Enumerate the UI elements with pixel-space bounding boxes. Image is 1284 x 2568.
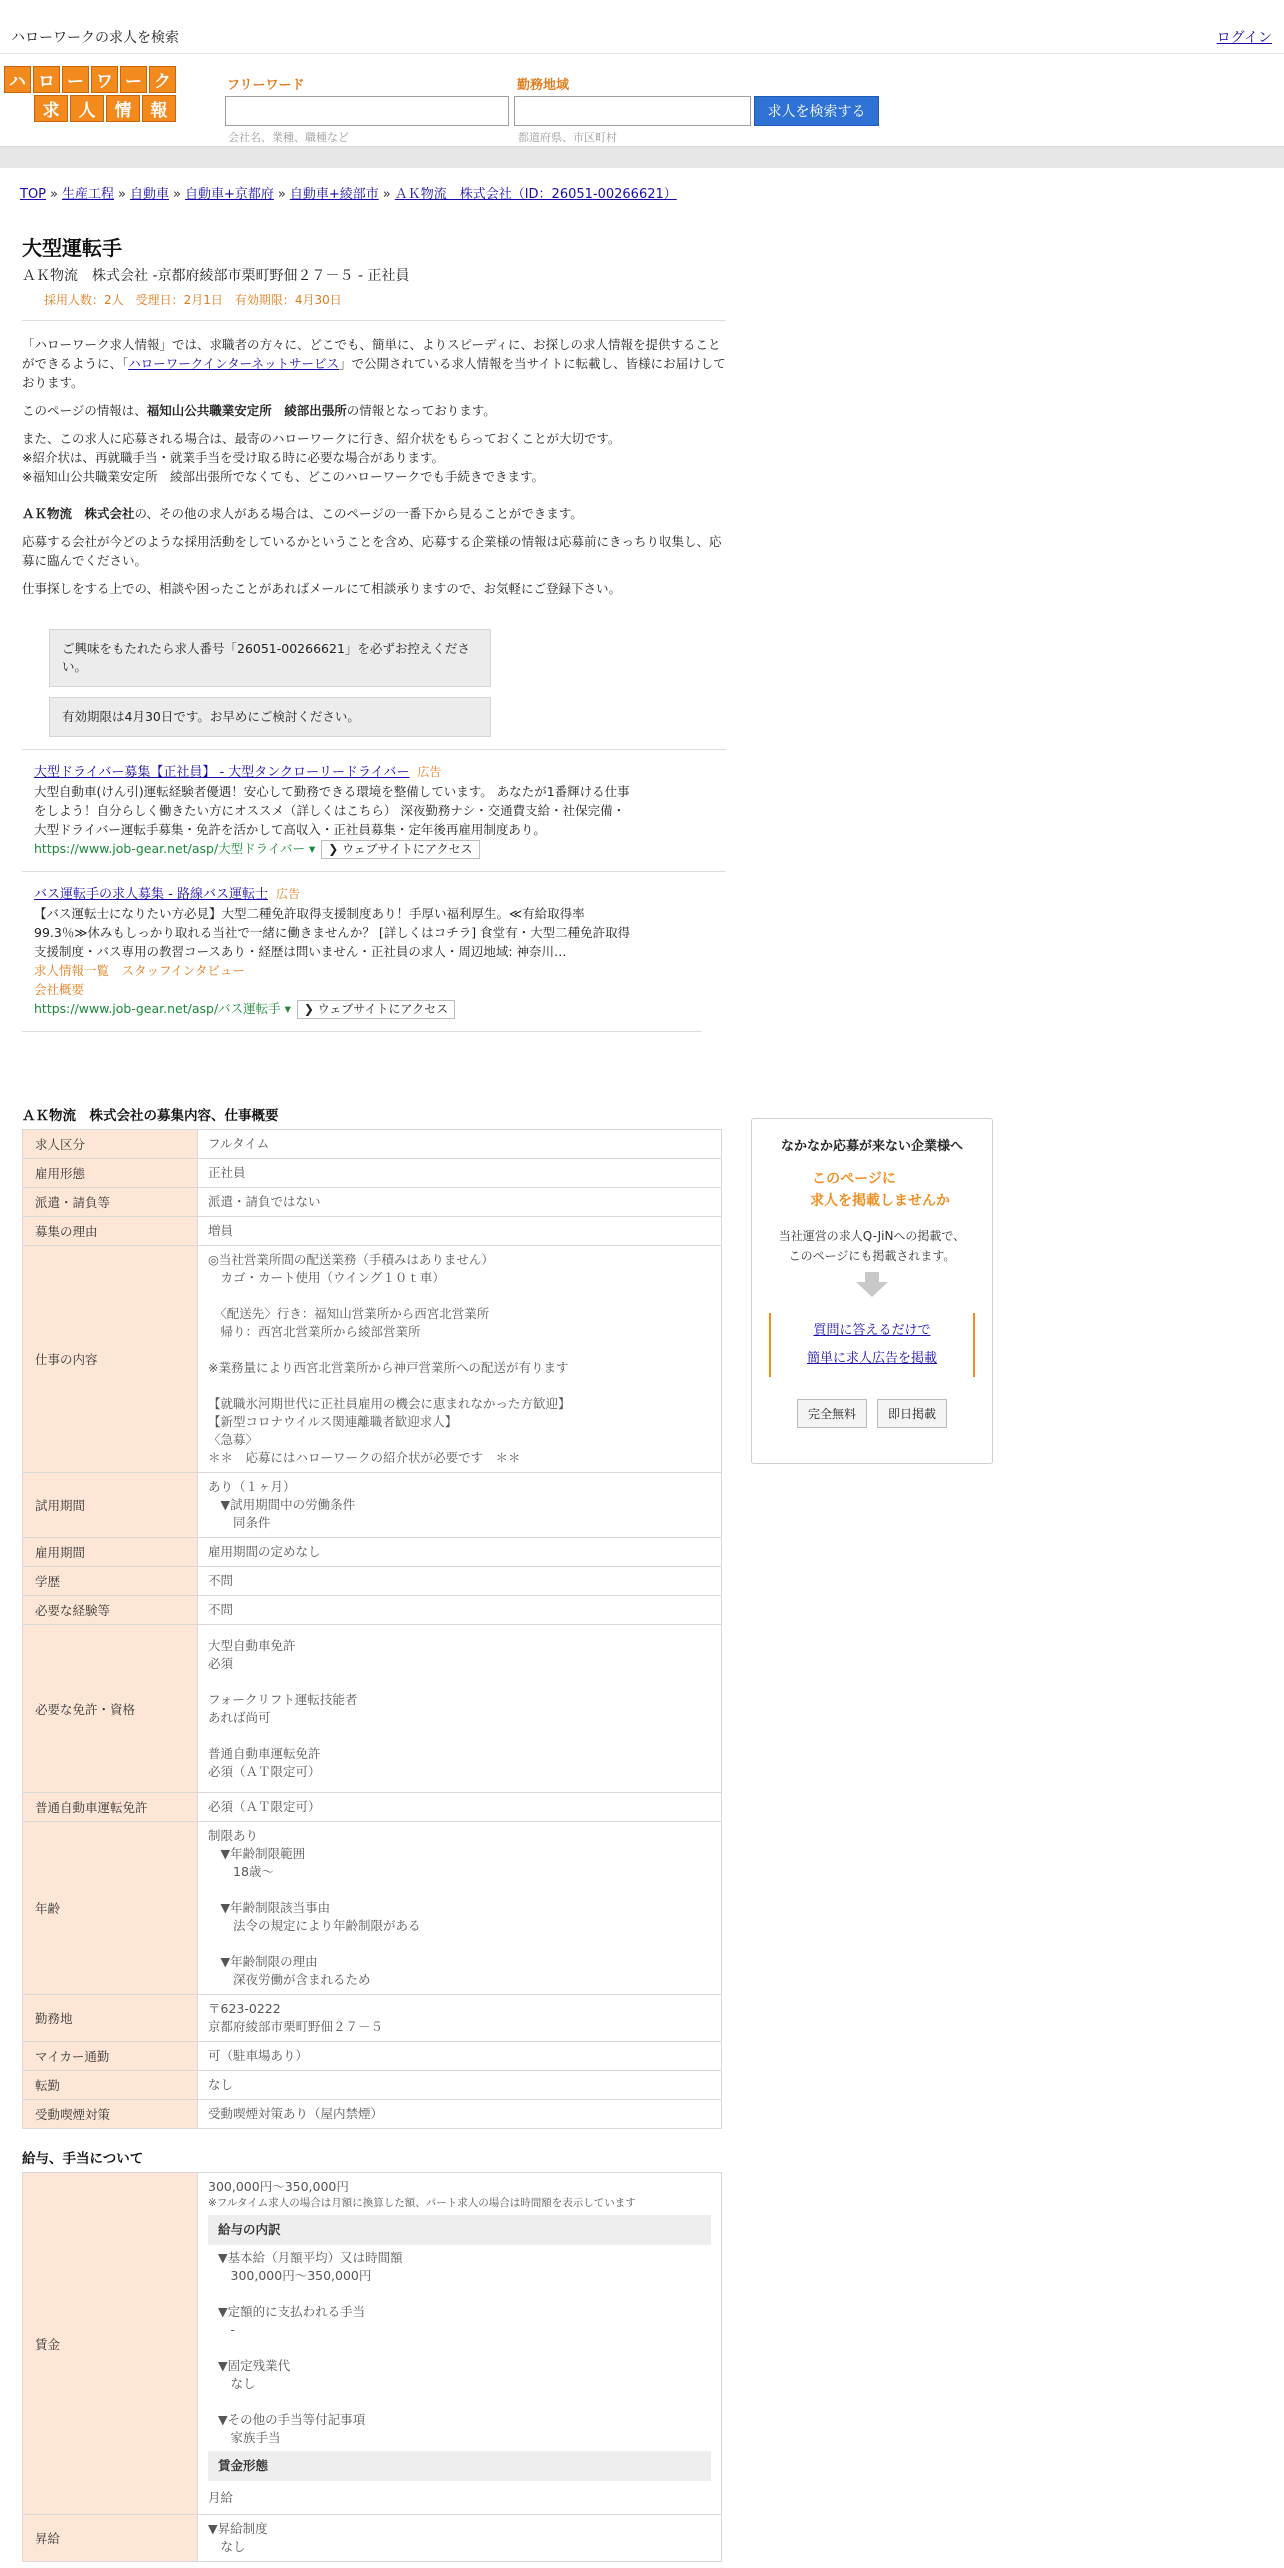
row-value (198, 2173, 722, 2515)
side-ad-desc-line: 当社運営の求人Q-JiNへの掲載で、 (778, 1229, 966, 1243)
ad-url[interactable]: https://www.job-gear.net/asp/バス運転手 (34, 1001, 281, 1016)
area-label: 勤務地域 (517, 78, 570, 93)
row-value-line: フルタイム (208, 1136, 270, 1151)
row-value (198, 1130, 722, 1159)
ad-block (34, 762, 634, 859)
row-label: マイカー通勤 (23, 2042, 198, 2071)
ad-sitelink-company[interactable]: 会社概要 (34, 982, 85, 997)
intro-text-part: このページの情報は、 (22, 403, 147, 418)
logo-char: 情 (106, 95, 140, 122)
row-label: 試用期間 (23, 1473, 198, 1538)
side-ad-buttons (752, 1399, 992, 1428)
logo-char: ク (149, 66, 176, 93)
side-ad-link[interactable]: 質問に答えるだけで (813, 1323, 931, 1338)
keyword-hint: 会社名、業種、職種など (228, 131, 349, 144)
row-value-line: 帰り：西宮北営業所から綾部営業所 (208, 1324, 421, 1339)
row-value-line: 派遣・請負ではない (208, 1194, 321, 1209)
chevron-down-icon[interactable]: ▾ (305, 841, 316, 856)
logo-char: 人 (70, 95, 104, 122)
intro-text-part: の、その他の求人がある場合は、このページの一番下から見ることができます。 (134, 506, 583, 521)
breadcrumb-sep: » (277, 187, 286, 202)
breadcrumb-sep: » (118, 187, 126, 202)
table-row (23, 1159, 722, 1188)
row-value (198, 1217, 722, 1246)
company-line: ＡＫ物流 株式会社 -京都府綾部市栗町野佃２７－５ - 正社員 (22, 268, 410, 284)
row-value-line: カゴ・カート使用（ウイング１０ｔ車） (208, 1270, 445, 1285)
row-value-line: 必須（ＡＴ限定可） (208, 1763, 321, 1779)
value-line: ▼その他の手当等付記事項 (218, 2412, 366, 2427)
row-value-line: 【新型コロナウイルス関連離職者歓迎求人】 (208, 1414, 458, 1429)
table-row (23, 1625, 722, 1793)
row-value (198, 1596, 722, 1625)
row-value-line: 〈配送先〉行き：福知山営業所から西宮北営業所 (208, 1306, 490, 1321)
intro-text (22, 335, 726, 598)
row-value-line: 深夜労働が含まれるため (208, 1972, 371, 1987)
row-value-line: あれば尚可 (208, 1709, 271, 1725)
logo-char: ー (120, 66, 147, 93)
row-label: 普通自動車運転免許 (23, 1793, 198, 1822)
header-band (0, 146, 1284, 168)
row-value (198, 1473, 722, 1538)
search-button[interactable]: 求人を検索する (754, 96, 879, 126)
logo-row-top (4, 66, 180, 93)
raise-lines (208, 2520, 711, 2556)
row-value-line: 可（駐車場あり） (208, 2048, 309, 2063)
value-line (218, 2285, 711, 2303)
free-button[interactable]: 完全無料 (797, 1399, 867, 1428)
row-value-line: 〒623-0222 (208, 2001, 281, 2016)
area-hint: 都道府県、市区町村 (518, 131, 617, 144)
intro-paragraph: 応募する会社が今どのような採用活動をしているかということを含め、応募する企業様の情報は応募前にきっちり収集し、応募に臨んでください。 (22, 534, 722, 568)
ad-url[interactable]: https://www.job-gear.net/asp/大型ドライバー (34, 841, 306, 856)
divider (22, 320, 726, 321)
keyword-input[interactable] (225, 96, 509, 126)
logo-char: ハ (4, 66, 31, 93)
area-input[interactable] (514, 96, 751, 126)
top-bar (0, 0, 1284, 54)
row-label: 雇用形態 (23, 1159, 198, 1188)
intro-paragraph (22, 429, 726, 486)
value-line: 300,000円〜350,000円 (218, 2268, 372, 2283)
logo-char: ー (62, 66, 89, 93)
row-label: 賃金 (23, 2173, 198, 2515)
same-day-button[interactable]: 即日掲載 (877, 1399, 947, 1428)
row-value-line: ※業務量により西宮北営業所から神戸営業所への配送が有ります (208, 1360, 569, 1375)
breadcrumb-automobile[interactable]: 自動車 (129, 187, 169, 202)
table-row (23, 1217, 722, 1246)
side-advertisement (751, 1118, 993, 1464)
row-value-line (208, 1673, 711, 1691)
row-value-line (208, 1287, 711, 1305)
value-line: ▼昇給制度 (208, 2521, 268, 2536)
ad-description: 【バス運転士になりたい方必見】大型二種免許取得支援制度あり！手厚い福利厚生。≪有給取得率99.3％≫休みもしっかり取れる当社で一緒に働きませんか？ [詳しくはコチラ] 食堂有・大型二種免許取得支援制度・バス専用の教習コースあり・経歴は問いません・正社員の求人・周辺地域: 神奈川… (34, 906, 631, 959)
breadcrumb-top[interactable]: TOP (20, 187, 47, 202)
side-ad-catch (752, 1168, 992, 1212)
value-line: - (218, 2322, 236, 2337)
wage-form-value: 月給 (208, 2490, 234, 2505)
spacer (22, 1044, 726, 1104)
row-value-line (208, 1727, 711, 1745)
breadcrumb-sep: » (172, 187, 181, 202)
table-row (23, 1822, 722, 1995)
arrow-down-icon (852, 1272, 892, 1298)
row-value-line: 京都府綾部市栗町野佃２７－５ (208, 2019, 384, 2034)
row-value-line (208, 1881, 711, 1899)
hellowork-internet-service-link[interactable]: ハローワークインターネットサービス (128, 356, 340, 371)
spacer (22, 607, 726, 629)
company-name: ＡＫ物流 株式会社 (22, 506, 135, 521)
row-value-line: 必須 (208, 1655, 234, 1671)
job-meta: 採用人数：2人 受理日：2月1日 有効期限：4月30日 (44, 293, 342, 307)
row-value (198, 2071, 722, 2100)
value-line: なし (208, 2539, 246, 2554)
value-line: ▼固定残業代 (218, 2358, 291, 2373)
site-title: ハローワークの求人を検索 (11, 30, 179, 46)
row-value (198, 2042, 722, 2071)
row-label: 勤務地 (23, 1995, 198, 2042)
job-number-notice: ご興味をもたれたら求人番号「26051-00266621」を必ずお控えください。 (49, 629, 491, 687)
value-line: なし (218, 2376, 256, 2391)
intro-text-part: 」で公開されている求人情報を当サイトに転載し、皆様にお届けしております。 (22, 356, 726, 390)
breakdown-lines (208, 2249, 711, 2447)
keyword-label: フリーワード (227, 78, 305, 93)
row-label: 年齢 (23, 1822, 198, 1995)
breadcrumb-sep: » (50, 187, 58, 202)
row-value-line: ▼試用期間中の労働条件 (208, 1497, 356, 1512)
row-value-line: ▼年齢制限範囲 (208, 1846, 306, 1861)
intro-text-part: 「ハローワーク求人情報」では、求職者の方々に、どこでも、簡単に、よりスピーディに、お探しの求人情報を提供することができるように、「 (22, 337, 721, 371)
row-value (198, 1159, 722, 1188)
intro-paragraph (22, 504, 726, 523)
side-ad-links (769, 1313, 975, 1377)
row-value-line: 受動喫煙対策あり（屋内禁煙） (208, 2106, 384, 2121)
row-label: 学歴 (23, 1567, 198, 1596)
table-row (23, 1188, 722, 1217)
side-ad-title: なかなか応募が来ない企業様へ (780, 1139, 963, 1154)
login-link[interactable]: ログイン (1216, 30, 1272, 46)
chevron-down-icon[interactable]: ▾ (280, 1001, 291, 1016)
row-value-line: 法令の規定により年齢制限がある (208, 1918, 421, 1933)
row-value-line: 増員 (208, 1223, 234, 1238)
breadcrumb-auto-kyoto[interactable]: 自動車+京都府 (184, 187, 274, 202)
deadline-notice: 有効期限は4月30日です。お早めにご検討ください。 (49, 697, 491, 737)
main-column (22, 232, 726, 2562)
row-label: 求人区分 (23, 1130, 198, 1159)
intro-text-part: ※紹介状は、再就職手当・就業手当を受け取る時に必要な場合があります。 (22, 450, 444, 465)
value-line: ▼定額的に支払われる手当 (218, 2304, 366, 2319)
row-label: 派遣・請負等 (23, 1188, 198, 1217)
row-value-line: 必須（ＡＴ限定可） (208, 1799, 321, 1814)
intro-text-part: また、この求人に応募される場合は、最寄のハローワークに行き、紹介状をもらっておくことが大切です。 (22, 431, 621, 446)
row-label: 昇給 (23, 2515, 198, 2562)
row-value-line: あり（１ヶ月） (208, 1479, 296, 1494)
salary-heading: 給与、手当について (22, 2151, 144, 2167)
row-value-line: 不問 (208, 1602, 234, 1617)
side-ad-description (752, 1226, 992, 1266)
row-value-line: 18歳〜 (208, 1864, 274, 1879)
breadcrumb-company[interactable]: ＡＫ物流 株式会社（ID：26051-00266621） (394, 187, 677, 202)
intro-text-part: ※福知山公共職業安定所 綾部出張所でなくても、どこのハローワークでも手続きできます。 (22, 469, 544, 484)
table-row (23, 2100, 722, 2129)
row-value (198, 2515, 722, 2562)
row-label: 仕事の内容 (23, 1246, 198, 1473)
row-value (198, 1188, 722, 1217)
logo-char: 報 (142, 95, 176, 122)
logo-row-bottom (4, 95, 180, 122)
ad-title-link[interactable]: 大型ドライバー募集【正社員】 - 大型タンクローリードライバー (34, 765, 410, 780)
logo-char: ロ (33, 66, 60, 93)
table-row (23, 2515, 722, 2562)
row-value-line: 【就職氷河期世代に正社員雇用の機会に恵まれなかった方歓迎】 (208, 1396, 571, 1411)
table-row (23, 2042, 722, 2071)
value-line (218, 2339, 711, 2357)
side-ad-catch-line: このページに (812, 1171, 896, 1187)
side-ad-desc-line: このページにも掲載されます。 (788, 1249, 956, 1263)
row-value-line: 制限あり (208, 1828, 259, 1843)
side-ad-catch-line: 求人を掲載しませんか (810, 1193, 950, 1209)
row-value-line: ＊＊ 応募にはハローワークの紹介状が必要です ＊＊ (208, 1450, 521, 1465)
row-value-line: 正社員 (208, 1165, 246, 1180)
table-row (23, 1246, 722, 1473)
row-value-line: フォークリフト運転技能者 (208, 1691, 358, 1707)
table-row (23, 1793, 722, 1822)
row-value-line: 普通自動車運転免許 (208, 1745, 321, 1761)
row-value (198, 1822, 722, 1995)
row-label: 転勤 (23, 2071, 198, 2100)
logo-char: 求 (34, 95, 68, 122)
job-title: 大型運転手 (22, 236, 122, 260)
breadcrumb-sep: » (382, 187, 391, 202)
logo-char: ワ (91, 66, 118, 93)
table-row (23, 2071, 722, 2100)
row-value-line: 〈急募〉 (208, 1432, 259, 1447)
ad-sitelinks[interactable]: 求人情報一覧 スタッフインタビュー (34, 963, 245, 978)
row-value (198, 1567, 722, 1596)
overview-table (22, 1129, 722, 2129)
breadcrumb-auto-ayabe[interactable]: 自動車+綾部市 (289, 187, 379, 202)
row-label: 必要な免許・資格 (23, 1625, 198, 1793)
row-value-line (208, 1341, 711, 1359)
row-value (198, 1625, 722, 1793)
row-value-line (208, 1935, 711, 1953)
row-label: 必要な経験等 (23, 1596, 198, 1625)
row-label: 募集の理由 (23, 1217, 198, 1246)
breakdown-title: 給与の内訳 (208, 2215, 711, 2245)
row-value-line: なし (208, 2077, 234, 2092)
value-line: ▼基本給（月額平均）又は時間額 (218, 2250, 403, 2265)
ad-block (34, 884, 634, 1019)
hellowork-logo[interactable] (4, 66, 180, 124)
row-value (198, 1995, 722, 2042)
table-row (23, 1538, 722, 1567)
table-row (23, 1130, 722, 1159)
row-value-line: ▼年齢制限該当事由 (208, 1900, 331, 1915)
row-value-line: 同条件 (208, 1515, 271, 1530)
side-ad-link[interactable]: 簡単に求人広告を掲載 (806, 1351, 937, 1366)
visit-website-button[interactable]: ❯ ウェブサイトにアクセス (321, 840, 479, 859)
row-value-line (208, 1377, 711, 1395)
row-label: 受動喫煙対策 (23, 2100, 198, 2129)
table-row (23, 2173, 722, 2515)
intro-paragraph (22, 401, 726, 420)
wage-note: ※フルタイム求人の場合は月額に換算した額、パート求人の場合は時間額を表示しています (208, 2197, 636, 2209)
wage-form-title: 賃金形態 (208, 2451, 711, 2481)
ad-title-link[interactable]: バス運転手の求人募集 - 路線バス運転士 (34, 887, 268, 902)
table-row (23, 1473, 722, 1538)
row-value (198, 1538, 722, 1567)
value-line (218, 2393, 711, 2411)
value-line: 家族手当 (218, 2430, 281, 2445)
intro-text-part: の情報となっております。 (346, 403, 496, 418)
row-value-line: 大型自動車免許 (208, 1637, 296, 1653)
spacer (22, 2129, 726, 2147)
row-value (198, 2100, 722, 2129)
table-row (23, 1567, 722, 1596)
table-row (23, 1596, 722, 1625)
wage-range: 300,000円〜350,000円 (208, 2179, 349, 2194)
row-value-line: ▼年齢制限の理由 (208, 1954, 318, 1969)
office-name: 福知山公共職業安定所 綾部出張所 (146, 403, 347, 418)
intro-paragraph: 仕事探しをする上での、相談や困ったことがあればメールにて相談承りますので、お気軽にご登録下さい。 (22, 581, 622, 596)
ad-description: 大型自動車(けん引)運転経験者優遇！安心して勤務できる環境を整備しています。 あなたが1番輝ける仕事をしよう！自分らしく働きたい方にオススメ（詳しくはこちら） 深夜勤務ナシ・交通費支給・社保完備・大型ドライバー運転手募集・免許を活かして高収入・正社員募集・定年後再雇用制度あり。 (34, 784, 630, 837)
table-row (23, 1995, 722, 2042)
row-value-line: ◎当社営業所間の配送業務（手積みはありません） (208, 1252, 494, 1267)
ad-badge: 広告 (275, 887, 300, 901)
ad-divider (22, 871, 726, 872)
row-value (198, 1793, 722, 1822)
row-label: 雇用期間 (23, 1538, 198, 1567)
visit-website-button[interactable]: ❯ ウェブサイトにアクセス (297, 1000, 455, 1019)
salary-table (22, 2172, 722, 2562)
breadcrumb-production[interactable]: 生産工程 (61, 187, 114, 202)
row-value (198, 1246, 722, 1473)
row-value-line: 雇用期間の定めなし (208, 1544, 321, 1559)
ad-divider (22, 749, 726, 750)
ad-badge: 広告 (417, 765, 442, 779)
ad-divider (22, 1031, 702, 1032)
intro-paragraph (22, 335, 726, 392)
overview-heading: ＡＫ物流 株式会社の募集内容、仕事概要 (22, 1108, 279, 1124)
row-value-line: 不問 (208, 1573, 234, 1588)
breadcrumb (20, 183, 677, 202)
